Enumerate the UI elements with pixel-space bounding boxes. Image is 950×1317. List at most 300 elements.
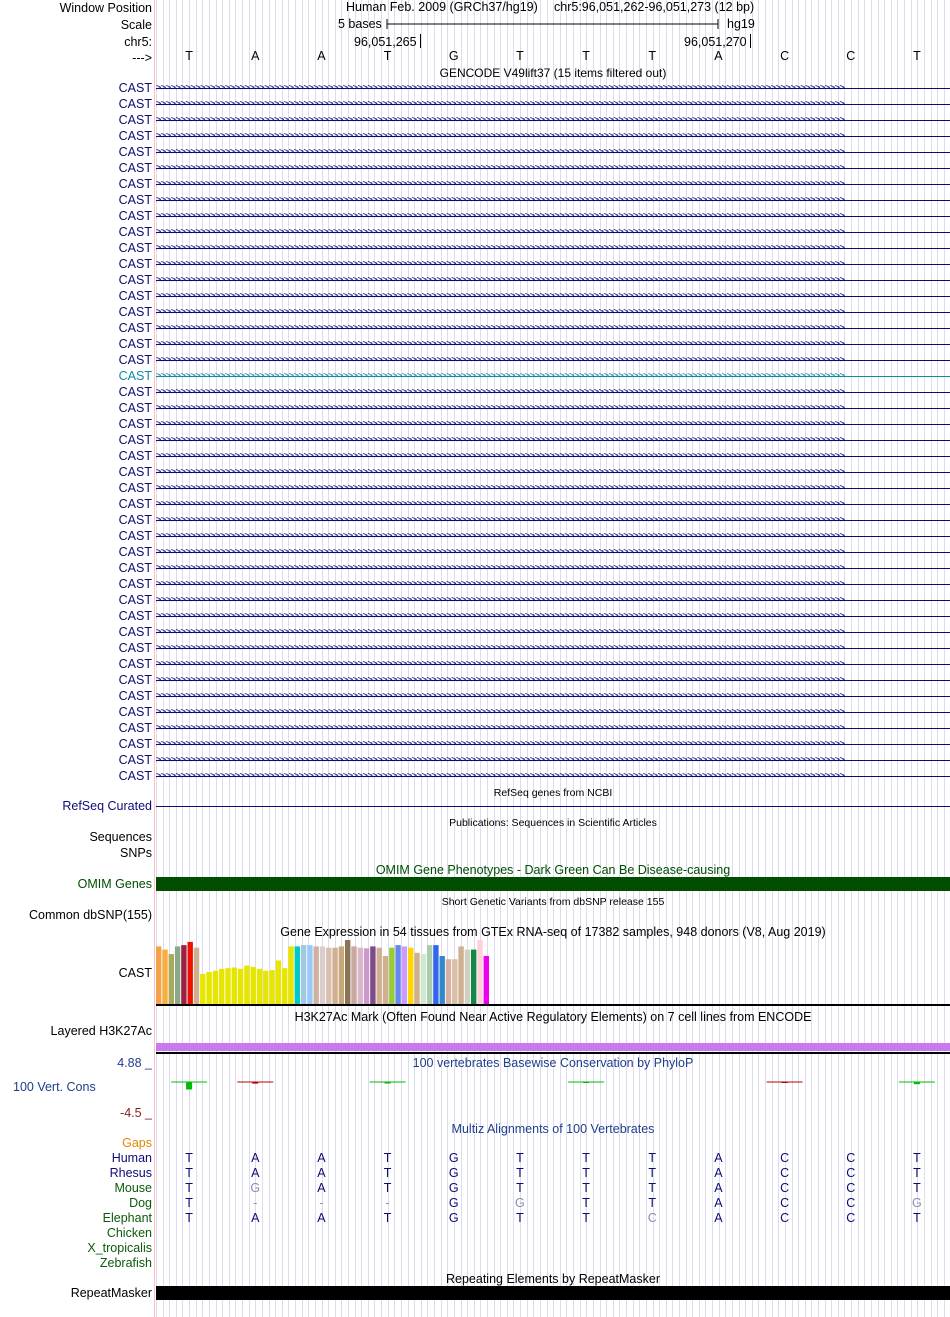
- gtex-tissue-bar[interactable]: [276, 960, 281, 1004]
- gencode-item-feature[interactable]: [156, 625, 950, 639]
- multiz-aligned-base: T: [913, 1181, 921, 1195]
- gencode-item-feature[interactable]: [156, 241, 950, 255]
- multiz-aligned-base: T: [185, 1151, 193, 1165]
- gtex-tissue-bar[interactable]: [282, 968, 287, 1004]
- h3k27ac-baseline: [156, 1052, 950, 1054]
- multiz-aligned-base: C: [780, 1166, 790, 1180]
- multiz-aligned-base: T: [185, 1181, 193, 1195]
- gtex-track-title[interactable]: Gene Expression in 54 tissues from GTEx RNA-seq of 17382 samples, 948 donors (V8, Aug 2019): [280, 925, 826, 939]
- gencode-track-title[interactable]: [156, 66, 950, 80]
- gencode-item-feature[interactable]: [156, 513, 950, 527]
- multiz-species-label[interactable]: Rhesus: [109, 1166, 152, 1180]
- gencode-item-label[interactable]: CAST: [118, 401, 152, 415]
- gencode-item-label[interactable]: CAST: [118, 481, 152, 495]
- multiz-aligned-base: C: [647, 1211, 657, 1225]
- strand-arrows: >>>>>>>>>>>>>>>>>>>>>>>>>>>>>>>>>>>>>>>>>>>>>>>>>>>>>>>>>>>>>>>>>>>>>>>>>>>>>>>>>>>>>>>>>>>>>>>>>>>>>>>>>>>>>>>>>>>>>>>>>>>>>>>>>>>>>>>>>>>>: [156, 115, 845, 125]
- multiz-aligned-base: C: [780, 1151, 790, 1165]
- strand-arrows: >>>>>>>>>>>>>>>>>>>>>>>>>>>>>>>>>>>>>>>>>>>>>>>>>>>>>>>>>>>>>>>>>>>>>>>>>>>>>>>>>>>>>>>>>>>>>>>>>>>>>>>>>>>>>>>>>>>>>>>>>>>>>>>>>>>>>>>>>>>>: [156, 131, 845, 141]
- gtex-tissue-bar[interactable]: [263, 971, 268, 1004]
- gtex-tissue-bar[interactable]: [188, 942, 193, 1004]
- gencode-item-feature[interactable]: [156, 401, 950, 415]
- h3k27ac-track-title[interactable]: H3K27Ac Mark (Often Found Near Active Regulatory Elements) on 7 cell lines from ENCODE: [294, 1010, 812, 1024]
- multiz-aligned-base: T: [185, 1211, 193, 1225]
- gencode-item-label[interactable]: CAST: [118, 449, 152, 463]
- strand-arrows: >>>>>>>>>>>>>>>>>>>>>>>>>>>>>>>>>>>>>>>>>>>>>>>>>>>>>>>>>>>>>>>>>>>>>>>>>>>>>>>>>>>>>>>>>>>>>>>>>>>>>>>>>>>>>>>>>>>>>>>>>>>>>>>>>>>>>>>>>>>>: [156, 723, 845, 733]
- gtex-tissue-bar[interactable]: [452, 959, 457, 1004]
- strand-arrows: >>>>>>>>>>>>>>>>>>>>>>>>>>>>>>>>>>>>>>>>>>>>>>>>>>>>>>>>>>>>>>>>>>>>>>>>>>>>>>>>>>>>>>>>>>>>>>>>>>>>>>>>>>>>>>>>>>>>>>>>>>>>>>>>>>>>>>>>>>>>: [156, 739, 845, 749]
- multiz-aligned-base: T: [582, 1196, 590, 1210]
- multiz-aligned-base: A: [317, 1166, 326, 1180]
- gencode-item-label[interactable]: CAST: [118, 561, 152, 575]
- gtex-tissue-bar[interactable]: [339, 946, 344, 1004]
- strand-arrows: >>>>>>>>>>>>>>>>>>>>>>>>>>>>>>>>>>>>>>>>>>>>>>>>>>>>>>>>>>>>>>>>>>>>>>>>>>>>>>>>>>>>>>>>>>>>>>>>>>>>>>>>>>>>>>>>>>>>>>>>>>>>>>>>>>>>>>>>>>>>: [156, 163, 845, 173]
- gencode-item-label[interactable]: CAST: [118, 433, 152, 447]
- multiz-aligned-base: C: [780, 1196, 790, 1210]
- gtex-tissue-bar[interactable]: [332, 948, 337, 1004]
- gtex-tissue-bar[interactable]: [169, 954, 174, 1004]
- multiz-species-label[interactable]: Elephant: [102, 1211, 152, 1225]
- gtex-tissue-bar[interactable]: [213, 971, 218, 1004]
- phylop-score-bar[interactable]: [186, 1082, 192, 1090]
- multiz-aligned-base: T: [582, 1151, 590, 1165]
- multiz-aligned-base: T: [185, 1166, 193, 1180]
- multiz-aligned-base: C: [846, 1151, 856, 1165]
- gtex-tissue-bar[interactable]: [251, 967, 256, 1004]
- strand-arrows: >>>>>>>>>>>>>>>>>>>>>>>>>>>>>>>>>>>>>>>>>>>>>>>>>>>>>>>>>>>>>>>>>>>>>>>>>>>>>>>>>>>>>>>>>>>>>>>>>>>>>>>>>>>>>>>>>>>>>>>>>>>>>>>>>>>>>>>>>>>>: [156, 515, 845, 525]
- chrom-label: chr5:: [124, 35, 152, 49]
- strand-arrows: >>>>>>>>>>>>>>>>>>>>>>>>>>>>>>>>>>>>>>>>>>>>>>>>>>>>>>>>>>>>>>>>>>>>>>>>>>>>>>>>>>>>>>>>>>>>>>>>>>>>>>>>>>>>>>>>>>>>>>>>>>>>>>>>>>>>>>>>>>>>: [156, 707, 845, 717]
- gencode-item-feature[interactable]: [156, 257, 950, 271]
- gencode-item-label[interactable]: CAST: [118, 257, 152, 271]
- gencode-item-feature[interactable]: [156, 673, 950, 687]
- dbsnp-label[interactable]: Common dbSNP(155): [29, 908, 152, 922]
- sequence-base: T: [913, 49, 921, 63]
- gencode-item-label[interactable]: CAST: [118, 225, 152, 239]
- gencode-item-label[interactable]: CAST: [118, 593, 152, 607]
- strand-arrows: >>>>>>>>>>>>>>>>>>>>>>>>>>>>>>>>>>>>>>>>>>>>>>>>>>>>>>>>>>>>>>>>>>>>>>>>>>>>>>>>>>>>>>>>>>>>>>>>>>>>>>>>>>>>>>>>>>>>>>>>>>>>>>>>>>>>>>>>>>>>: [156, 275, 845, 285]
- strand-arrows: >>>>>>>>>>>>>>>>>>>>>>>>>>>>>>>>>>>>>>>>>>>>>>>>>>>>>>>>>>>>>>>>>>>>>>>>>>>>>>>>>>>>>>>>>>>>>>>>>>>>>>>>>>>>>>>>>>>>>>>>>>>>>>>>>>>>>>>>>>>>: [156, 291, 845, 301]
- gencode-item-label[interactable]: CAST: [118, 625, 152, 639]
- gtex-tissue-bar[interactable]: [181, 945, 186, 1004]
- gtex-tissue-bar[interactable]: [200, 974, 205, 1004]
- strand-arrows: >>>>>>>>>>>>>>>>>>>>>>>>>>>>>>>>>>>>>>>>>>>>>>>>>>>>>>>>>>>>>>>>>>>>>>>>>>>>>>>>>>>>>>>>>>>>>>>>>>>>>>>>>>>>>>>>>>>>>>>>>>>>>>>>>>>>>>>>>>>>: [156, 323, 845, 333]
- multiz-aligned-base: T: [913, 1166, 921, 1180]
- gencode-item-feature[interactable]: [156, 529, 950, 543]
- phylop-score-bar[interactable]: [385, 1082, 391, 1084]
- refseq-line[interactable]: [156, 806, 950, 807]
- strand-arrows: >>>>>>>>>>>>>>>>>>>>>>>>>>>>>>>>>>>>>>>>>>>>>>>>>>>>>>>>>>>>>>>>>>>>>>>>>>>>>>>>>>>>>>>>>>>>>>>>>>>>>>>>>>>>>>>>>>>>>>>>>>>>>>>>>>>>>>>>>>>>: [156, 755, 845, 765]
- gencode-item-feature[interactable]: [156, 497, 950, 511]
- strand-arrows: >>>>>>>>>>>>>>>>>>>>>>>>>>>>>>>>>>>>>>>>>>>>>>>>>>>>>>>>>>>>>>>>>>>>>>>>>>>>>>>>>>>>>>>>>>>>>>>>>>>>>>>>>>>>>>>>>>>>>>>>>>>>>>>>>>>>>>>>>>>>: [156, 675, 845, 685]
- multiz-species-label[interactable]: Zebrafish: [99, 1256, 152, 1270]
- assembly-title: Human Feb. 2009 (GRCh37/hg19): [346, 0, 538, 14]
- gtex-tissue-bar[interactable]: [314, 946, 319, 1004]
- gencode-item-label[interactable]: CAST: [118, 385, 152, 399]
- multiz-aligned-base: T: [383, 1181, 392, 1195]
- sequence-base: T: [185, 49, 193, 63]
- strand-arrows: >>>>>>>>>>>>>>>>>>>>>>>>>>>>>>>>>>>>>>>>>>>>>>>>>>>>>>>>>>>>>>>>>>>>>>>>>>>>>>>>>>>>>>>>>>>>>>>>>>>>>>>>>>>>>>>>>>>>>>>>>>>>>>>>>>>>>>>>>>>>: [156, 211, 845, 221]
- ruler-tick-right: 96,051,270: [684, 35, 747, 49]
- sequence-base: A: [714, 49, 723, 63]
- gtex-tissue-bar[interactable]: [206, 972, 211, 1004]
- multiz-aligned-base: C: [780, 1181, 790, 1195]
- strand-arrows: >>>>>>>>>>>>>>>>>>>>>>>>>>>>>>>>>>>>>>>>>>>>>>>>>>>>>>>>>>>>>>>>>>>>>>>>>>>>>>>>>>>>>>>>>>>>>>>>>>>>>>>>>>>>>>>>>>>>>>>>>>>>>>>>>>>>>>>>>>>>: [156, 563, 845, 573]
- gencode-item-label[interactable]: CAST: [118, 577, 152, 591]
- gencode-item-feature[interactable]: [156, 481, 950, 495]
- sequence-base: G: [448, 49, 459, 63]
- gtex-tissue-bar[interactable]: [295, 946, 300, 1004]
- gtex-tissue-bar[interactable]: [440, 956, 445, 1004]
- phylop-score-bar[interactable]: [583, 1082, 589, 1083]
- gencode-item-label[interactable]: CAST: [118, 97, 152, 111]
- gtex-tissue-bar[interactable]: [225, 968, 230, 1004]
- multiz-aligned-base: -: [319, 1196, 324, 1210]
- gencode-item-label[interactable]: CAST: [118, 273, 152, 287]
- multiz-aligned-base: T: [516, 1166, 524, 1180]
- dbsnp-track-title[interactable]: Short Genetic Variants from dbSNP release 155: [441, 896, 665, 908]
- multiz-aligned-base: T: [383, 1211, 392, 1225]
- gencode-item-feature[interactable]: [156, 289, 950, 303]
- gtex-tissue-bar[interactable]: [377, 948, 382, 1004]
- strand-arrows: >>>>>>>>>>>>>>>>>>>>>>>>>>>>>>>>>>>>>>>>>>>>>>>>>>>>>>>>>>>>>>>>>>>>>>>>>>>>>>>>>>>>>>>>>>>>>>>>>>>>>>>>>>>>>>>>>>>>>>>>>>>>>>>>>>>>>>>>>>>>: [156, 243, 845, 253]
- gtex-tissue-bar[interactable]: [162, 950, 167, 1004]
- gencode-item-feature[interactable]: [156, 753, 950, 767]
- phylop-track-title[interactable]: 100 vertebrates Basewise Conservation by PhyloP: [412, 1056, 694, 1070]
- gencode-item-feature[interactable]: [156, 193, 950, 207]
- gencode-item-feature[interactable]: [156, 545, 950, 559]
- multiz-aligned-base: A: [714, 1181, 723, 1195]
- gtex-tissue-bar[interactable]: [194, 948, 199, 1004]
- gtex-tissue-bar[interactable]: [364, 948, 369, 1004]
- omim-label[interactable]: OMIM Genes: [77, 877, 152, 891]
- gtex-tissue-bar[interactable]: [408, 948, 413, 1004]
- gtex-tissue-bar[interactable]: [244, 966, 249, 1004]
- strand-arrows: >>>>>>>>>>>>>>>>>>>>>>>>>>>>>>>>>>>>>>>>>>>>>>>>>>>>>>>>>>>>>>>>>>>>>>>>>>>>>>>>>>>>>>>>>>>>>>>>>>>>>>>>>>>>>>>>>>>>>>>>>>>>>>>>>>>>>>>>>>>>: [156, 99, 845, 109]
- gencode-item-feature[interactable]: [156, 209, 950, 223]
- gencode-item-feature[interactable]: [156, 321, 950, 335]
- multiz-aligned-base: A: [714, 1151, 723, 1165]
- gtex-tissue-bar[interactable]: [238, 969, 243, 1004]
- strand-arrows: >>>>>>>>>>>>>>>>>>>>>>>>>>>>>>>>>>>>>>>>>>>>>>>>>>>>>>>>>>>>>>>>>>>>>>>>>>>>>>>>>>>>>>>>>>>>>>>>>>>>>>>>>>>>>>>>>>>>>>>>>>>>>>>>>>>>>>>>>>>>: [156, 659, 845, 669]
- gencode-item-feature[interactable]: [156, 705, 950, 719]
- multiz-species-label[interactable]: X_tropicalis: [87, 1241, 152, 1255]
- refseq-label[interactable]: RefSeq Curated: [62, 799, 152, 813]
- strand-arrows: >>>>>>>>>>>>>>>>>>>>>>>>>>>>>>>>>>>>>>>>>>>>>>>>>>>>>>>>>>>>>>>>>>>>>>>>>>>>>>>>>>>>>>>>>>>>>>>>>>>>>>>>>>>>>>>>>>>>>>>>>>>>>>>>>>>>>>>>>>>>: [156, 451, 845, 461]
- phylop-graph[interactable]: [156, 1070, 950, 1116]
- multiz-aligned-base: A: [714, 1211, 723, 1225]
- gtex-tissue-bar[interactable]: [175, 946, 180, 1004]
- multiz-aligned-base: C: [846, 1196, 856, 1210]
- gencode-item-feature[interactable]: [156, 97, 950, 111]
- multiz-species-label[interactable]: Mouse: [114, 1181, 152, 1195]
- multiz-aligned-base: G: [448, 1196, 459, 1210]
- gtex-tissue-bar[interactable]: [395, 945, 400, 1004]
- scale-label: Scale: [120, 18, 152, 32]
- sequence-base: C: [846, 49, 856, 63]
- gencode-item-label[interactable]: CAST: [118, 177, 152, 191]
- gtex-tissue-bar[interactable]: [484, 956, 489, 1004]
- gencode-item-label[interactable]: CAST: [118, 497, 152, 511]
- multiz-aligned-base: G: [448, 1181, 459, 1195]
- omim-feature-bar[interactable]: [156, 877, 950, 891]
- publications-track-title[interactable]: Publications: Sequences in Scientific Articles: [449, 817, 657, 829]
- gtex-tissue-bar[interactable]: [370, 946, 375, 1004]
- window-position-label: Window Position: [59, 1, 152, 15]
- strand-arrows: >>>>>>>>>>>>>>>>>>>>>>>>>>>>>>>>>>>>>>>>>>>>>>>>>>>>>>>>>>>>>>>>>>>>>>>>>>>>>>>>>>>>>>>>>>>>>>>>>>>>>>>>>>>>>>>>>>>>>>>>>>>>>>>>>>>>>>>>>>>>: [156, 643, 845, 653]
- gtex-tissue-bar[interactable]: [358, 948, 363, 1004]
- multiz-aligned-base: C: [846, 1211, 856, 1225]
- phylop-min-label: -4.5 _: [120, 1106, 152, 1120]
- gencode-item-feature[interactable]: [156, 273, 950, 287]
- multiz-species-label[interactable]: Chicken: [106, 1226, 152, 1240]
- refseq-track-title[interactable]: RefSeq genes from NCBI: [493, 787, 613, 799]
- h3k27ac-label[interactable]: Layered H3K27Ac: [50, 1024, 152, 1038]
- gencode-item-feature[interactable]: [156, 449, 950, 463]
- ruler-tick-left: 96,051,265: [354, 35, 417, 49]
- publications-label-line1[interactable]: Sequences: [89, 830, 152, 844]
- gencode-item-label[interactable]: CAST: [118, 513, 152, 527]
- strand-arrows: >>>>>>>>>>>>>>>>>>>>>>>>>>>>>>>>>>>>>>>>>>>>>>>>>>>>>>>>>>>>>>>>>>>>>>>>>>>>>>>>>>>>>>>>>>>>>>>>>>>>>>>>>>>>>>>>>>>>>>>>>>>>>>>>>>>>>>>>>>>>: [156, 579, 845, 589]
- ruler-tick-mark-right: [750, 34, 751, 48]
- gencode-item-label[interactable]: CAST: [118, 81, 152, 95]
- strand-arrows: >>>>>>>>>>>>>>>>>>>>>>>>>>>>>>>>>>>>>>>>>>>>>>>>>>>>>>>>>>>>>>>>>>>>>>>>>>>>>>>>>>>>>>>>>>>>>>>>>>>>>>>>>>>>>>>>>>>>>>>>>>>>>>>>>>>>>>>>>>>>: [156, 147, 845, 157]
- gencode-item-feature[interactable]: [156, 689, 950, 703]
- strand-arrows: >>>>>>>>>>>>>>>>>>>>>>>>>>>>>>>>>>>>>>>>>>>>>>>>>>>>>>>>>>>>>>>>>>>>>>>>>>>>>>>>>>>>>>>>>>>>>>>>>>>>>>>>>>>>>>>>>>>>>>>>>>>>>>>>>>>>>>>>>>>>: [156, 435, 845, 445]
- strand-arrows: >>>>>>>>>>>>>>>>>>>>>>>>>>>>>>>>>>>>>>>>>>>>>>>>>>>>>>>>>>>>>>>>>>>>>>>>>>>>>>>>>>>>>>>>>>>>>>>>>>>>>>>>>>>>>>>>>>>>>>>>>>>>>>>>>>>>>>>>>>>>: [156, 531, 845, 541]
- h3k27ac-signal-bar[interactable]: [156, 1043, 950, 1051]
- gtex-tissue-bar[interactable]: [465, 950, 470, 1004]
- multiz-aligned-base: -: [253, 1196, 258, 1210]
- gtex-tissue-bar[interactable]: [477, 940, 482, 1004]
- gencode-title-text: GENCODE V49lift37 (15 items filtered out): [439, 66, 667, 80]
- multiz-aligned-base: T: [648, 1151, 657, 1165]
- strand-arrows: >>>>>>>>>>>>>>>>>>>>>>>>>>>>>>>>>>>>>>>>>>>>>>>>>>>>>>>>>>>>>>>>>>>>>>>>>>>>>>>>>>>>>>>>>>>>>>>>>>>>>>>>>>>>>>>>>>>>>>>>>>>>>>>>>>>>>>>>>>>>: [156, 179, 845, 189]
- gencode-item-feature[interactable]: [156, 593, 950, 607]
- publications-label-line2[interactable]: SNPs: [120, 846, 152, 860]
- gencode-item-feature[interactable]: [156, 129, 950, 143]
- gencode-item-label[interactable]: CAST: [118, 321, 152, 335]
- gencode-item-label[interactable]: CAST: [118, 641, 152, 655]
- gencode-item-feature[interactable]: [156, 353, 950, 367]
- gtex-tissue-bar[interactable]: [427, 945, 432, 1004]
- multiz-aligned-base: A: [317, 1211, 326, 1225]
- multiz-aligned-base: A: [317, 1151, 326, 1165]
- gencode-item-label[interactable]: CAST: [118, 353, 152, 367]
- multiz-aligned-base: T: [582, 1181, 590, 1195]
- gencode-item-label[interactable]: CAST: [118, 305, 152, 319]
- multiz-species-label[interactable]: Dog: [129, 1196, 152, 1210]
- omim-track-title[interactable]: OMIM Gene Phenotypes - Dark Green Can Be Disease-causing: [375, 863, 731, 877]
- multiz-aligned-base: A: [317, 1181, 326, 1195]
- gencode-item-label[interactable]: CAST: [118, 161, 152, 175]
- gtex-tissue-bar[interactable]: [156, 946, 161, 1004]
- gencode-item-feature[interactable]: [156, 385, 950, 399]
- gencode-item-feature[interactable]: [156, 577, 950, 591]
- multiz-aligned-base: C: [780, 1211, 790, 1225]
- strand-arrows: >>>>>>>>>>>>>>>>>>>>>>>>>>>>>>>>>>>>>>>>>>>>>>>>>>>>>>>>>>>>>>>>>>>>>>>>>>>>>>>>>>>>>>>>>>>>>>>>>>>>>>>>>>>>>>>>>>>>>>>>>>>>>>>>>>>>>>>>>>>>: [156, 403, 845, 413]
- gencode-item-feature[interactable]: [156, 433, 950, 447]
- multiz-aligned-base: T: [582, 1166, 590, 1180]
- gencode-item-feature[interactable]: [156, 161, 950, 175]
- multiz-aligned-base: T: [648, 1196, 657, 1210]
- multiz-aligned-base: T: [516, 1181, 524, 1195]
- sequence-base: T: [516, 49, 524, 63]
- gtex-tissue-bar[interactable]: [301, 945, 306, 1004]
- gencode-item-feature[interactable]: [156, 225, 950, 239]
- gencode-item-feature[interactable]: [156, 417, 950, 431]
- gencode-item-label[interactable]: CAST: [118, 689, 152, 703]
- phylop-max-label: 4.88 _: [117, 1056, 152, 1070]
- multiz-aligned-base: -: [385, 1196, 390, 1210]
- gencode-item-label[interactable]: CAST: [118, 721, 152, 735]
- multiz-aligned-base: G: [448, 1166, 459, 1180]
- position-range[interactable]: chr5:96,051,262-96,051,273 (12 bp): [554, 0, 755, 14]
- gencode-item-label[interactable]: CAST: [118, 145, 152, 159]
- strand-arrows: >>>>>>>>>>>>>>>>>>>>>>>>>>>>>>>>>>>>>>>>>>>>>>>>>>>>>>>>>>>>>>>>>>>>>>>>>>>>>>>>>>>>>>>>>>>>>>>>>>>>>>>>>>>>>>>>>>>>>>>>>>>>>>>>>>>>>>>>>>>>: [156, 483, 845, 493]
- gtex-tissue-bar[interactable]: [389, 948, 394, 1004]
- gencode-item-label[interactable]: CAST: [118, 529, 152, 543]
- gencode-item-label[interactable]: CAST: [118, 609, 152, 623]
- repeatmasker-label[interactable]: RepeatMasker: [70, 1286, 152, 1300]
- gtex-tissue-bar[interactable]: [471, 950, 476, 1004]
- strand-arrows: >>>>>>>>>>>>>>>>>>>>>>>>>>>>>>>>>>>>>>>>>>>>>>>>>>>>>>>>>>>>>>>>>>>>>>>>>>>>>>>>>>>>>>>>>>>>>>>>>>>>>>>>>>>>>>>>>>>>>>>>>>>>>>>>>>>>>>>>>>>>: [156, 339, 845, 349]
- multiz-aligned-base: G: [515, 1196, 525, 1210]
- gtex-tissue-bar[interactable]: [421, 954, 426, 1004]
- multiz-aligned-base: C: [846, 1166, 856, 1180]
- gencode-item-label[interactable]: CAST: [118, 705, 152, 719]
- multiz-aligned-base: T: [383, 1151, 392, 1165]
- gtex-tissue-bar[interactable]: [257, 969, 262, 1004]
- sequence-base: A: [251, 49, 260, 63]
- gencode-item-label[interactable]: CAST: [118, 241, 152, 255]
- gencode-item-feature[interactable]: [156, 177, 950, 191]
- gencode-item-feature[interactable]: [156, 305, 950, 319]
- phylop-score-bar[interactable]: [914, 1082, 920, 1084]
- strand-arrows: >>>>>>>>>>>>>>>>>>>>>>>>>>>>>>>>>>>>>>>>>>>>>>>>>>>>>>>>>>>>>>>>>>>>>>>>>>>>>>>>>>>>>>>>>>>>>>>>>>>>>>>>>>>>>>>>>>>>>>>>>>>>>>>>>>>>>>>>>>>>: [156, 227, 845, 237]
- strand-arrows: >>>>>>>>>>>>>>>>>>>>>>>>>>>>>>>>>>>>>>>>>>>>>>>>>>>>>>>>>>>>>>>>>>>>>>>>>>>>>>>>>>>>>>>>>>>>>>>>>>>>>>>>>>>>>>>>>>>>>>>>>>>>>>>>>>>>>>>>>>>>: [156, 83, 845, 93]
- gencode-item-feature[interactable]: [156, 641, 950, 655]
- phylop-score-bar[interactable]: [252, 1082, 258, 1084]
- sequence-base: T: [648, 49, 657, 63]
- gencode-item-label[interactable]: CAST: [118, 737, 152, 751]
- gtex-tissue-bar[interactable]: [433, 945, 438, 1004]
- strand-arrows: >>>>>>>>>>>>>>>>>>>>>>>>>>>>>>>>>>>>>>>>>>>>>>>>>>>>>>>>>>>>>>>>>>>>>>>>>>>>>>>>>>>>>>>>>>>>>>>>>>>>>>>>>>>>>>>>>>>>>>>>>>>>>>>>>>>>>>>>>>>>: [156, 371, 845, 381]
- gencode-item-label[interactable]: CAST: [118, 545, 152, 559]
- gencode-item-label[interactable]: CAST: [118, 465, 152, 479]
- gtex-bar-chart[interactable]: [156, 940, 950, 1006]
- gencode-item-feature[interactable]: [156, 561, 950, 575]
- gencode-item-label[interactable]: CAST: [118, 753, 152, 767]
- gencode-item-feature[interactable]: [156, 465, 950, 479]
- multiz-aligned-base: G: [448, 1211, 459, 1225]
- scale-bases-text: 5 bases: [338, 17, 382, 31]
- multiz-aligned-base: T: [648, 1166, 657, 1180]
- strand-arrows: >>>>>>>>>>>>>>>>>>>>>>>>>>>>>>>>>>>>>>>>>>>>>>>>>>>>>>>>>>>>>>>>>>>>>>>>>>>>>>>>>>>>>>>>>>>>>>>>>>>>>>>>>>>>>>>>>>>>>>>>>>>>>>>>>>>>>>>>>>>>: [156, 691, 845, 701]
- sequence-base: T: [383, 49, 392, 63]
- multiz-aligned-base: T: [913, 1151, 921, 1165]
- gtex-tissue-bar[interactable]: [345, 940, 350, 1004]
- gtex-tissue-bar[interactable]: [219, 969, 224, 1004]
- scale-db-label: hg19: [727, 17, 755, 31]
- gencode-item-label[interactable]: CAST: [118, 337, 152, 351]
- gtex-tissue-bar[interactable]: [288, 946, 293, 1004]
- phylop-score-bar[interactable]: [782, 1082, 788, 1083]
- strand-arrows: >>>>>>>>>>>>>>>>>>>>>>>>>>>>>>>>>>>>>>>>>>>>>>>>>>>>>>>>>>>>>>>>>>>>>>>>>>>>>>>>>>>>>>>>>>>>>>>>>>>>>>>>>>>>>>>>>>>>>>>>>>>>>>>>>>>>>>>>>>>>: [156, 771, 845, 781]
- gencode-item-feature[interactable]: [156, 145, 950, 159]
- sequence-base: C: [780, 49, 790, 63]
- multiz-track-title[interactable]: Multiz Alignments of 100 Vertebrates: [451, 1122, 655, 1136]
- gencode-item-feature[interactable]: [156, 113, 950, 127]
- gencode-item-label[interactable]: CAST: [118, 673, 152, 687]
- strand-arrows: >>>>>>>>>>>>>>>>>>>>>>>>>>>>>>>>>>>>>>>>>>>>>>>>>>>>>>>>>>>>>>>>>>>>>>>>>>>>>>>>>>>>>>>>>>>>>>>>>>>>>>>>>>>>>>>>>>>>>>>>>>>>>>>>>>>>>>>>>>>>: [156, 419, 845, 429]
- phylop-label[interactable]: 100 Vert. Cons: [13, 1080, 96, 1094]
- gencode-item-label[interactable]: CAST: [118, 657, 152, 671]
- gtex-tissue-bar[interactable]: [269, 970, 274, 1004]
- multiz-aligned-base: A: [714, 1166, 723, 1180]
- multiz-species-label[interactable]: Human: [111, 1151, 152, 1165]
- gencode-item-feature[interactable]: [156, 657, 950, 671]
- repeatmasker-feature-bar[interactable]: [156, 1286, 950, 1300]
- strand-arrows: >>>>>>>>>>>>>>>>>>>>>>>>>>>>>>>>>>>>>>>>>>>>>>>>>>>>>>>>>>>>>>>>>>>>>>>>>>>>>>>>>>>>>>>>>>>>>>>>>>>>>>>>>>>>>>>>>>>>>>>>>>>>>>>>>>>>>>>>>>>>: [156, 595, 845, 605]
- multiz-aligned-base: T: [516, 1151, 524, 1165]
- gencode-item-feature[interactable]: [156, 81, 950, 95]
- gtex-tissue-bar[interactable]: [351, 946, 356, 1004]
- strand-label: --->: [132, 51, 152, 65]
- sequence-base: T: [582, 49, 590, 63]
- gencode-item-label[interactable]: CAST: [118, 129, 152, 143]
- scale-bar: [386, 18, 720, 30]
- gtex-tissue-bar[interactable]: [320, 946, 325, 1004]
- gencode-item-label[interactable]: CAST: [118, 113, 152, 127]
- strand-arrows: >>>>>>>>>>>>>>>>>>>>>>>>>>>>>>>>>>>>>>>>>>>>>>>>>>>>>>>>>>>>>>>>>>>>>>>>>>>>>>>>>>>>>>>>>>>>>>>>>>>>>>>>>>>>>>>>>>>>>>>>>>>>>>>>>>>>>>>>>>>>: [156, 467, 845, 477]
- multiz-aligned-base: T: [648, 1181, 657, 1195]
- gencode-item-feature[interactable]: [156, 337, 950, 351]
- gtex-tissue-bar[interactable]: [458, 946, 463, 1004]
- strand-arrows: >>>>>>>>>>>>>>>>>>>>>>>>>>>>>>>>>>>>>>>>>>>>>>>>>>>>>>>>>>>>>>>>>>>>>>>>>>>>>>>>>>>>>>>>>>>>>>>>>>>>>>>>>>>>>>>>>>>>>>>>>>>>>>>>>>>>>>>>>>>>: [156, 307, 845, 317]
- gtex-tissue-bar[interactable]: [326, 948, 331, 1004]
- multiz-aligned-base: G: [912, 1196, 922, 1210]
- ruler-tick-mark-left: [420, 34, 421, 48]
- gencode-item-feature[interactable]: [156, 609, 950, 623]
- strand-arrows: >>>>>>>>>>>>>>>>>>>>>>>>>>>>>>>>>>>>>>>>>>>>>>>>>>>>>>>>>>>>>>>>>>>>>>>>>>>>>>>>>>>>>>>>>>>>>>>>>>>>>>>>>>>>>>>>>>>>>>>>>>>>>>>>>>>>>>>>>>>>: [156, 387, 845, 397]
- gencode-item-label[interactable]: CAST: [118, 369, 152, 383]
- gtex-label[interactable]: CAST: [118, 966, 152, 980]
- strand-arrows: >>>>>>>>>>>>>>>>>>>>>>>>>>>>>>>>>>>>>>>>>>>>>>>>>>>>>>>>>>>>>>>>>>>>>>>>>>>>>>>>>>>>>>>>>>>>>>>>>>>>>>>>>>>>>>>>>>>>>>>>>>>>>>>>>>>>>>>>>>>>: [156, 195, 845, 205]
- repeatmasker-track-title[interactable]: Repeating Elements by RepeatMasker: [445, 1272, 660, 1286]
- gencode-item-feature[interactable]: [156, 369, 950, 383]
- gencode-item-label[interactable]: CAST: [118, 417, 152, 431]
- multiz-aligned-base: T: [185, 1196, 193, 1210]
- multiz-aligned-base: A: [251, 1211, 260, 1225]
- gtex-tissue-bar[interactable]: [383, 956, 388, 1004]
- gencode-item-label[interactable]: CAST: [118, 769, 152, 783]
- multiz-aligned-base: A: [714, 1196, 723, 1210]
- gtex-tissue-bar[interactable]: [232, 968, 237, 1004]
- multiz-aligned-base: T: [383, 1166, 392, 1180]
- gencode-item-feature[interactable]: [156, 737, 950, 751]
- sequence-base: A: [317, 49, 326, 63]
- gtex-tissue-bar[interactable]: [446, 959, 451, 1004]
- gencode-item-label[interactable]: CAST: [118, 289, 152, 303]
- gencode-item-feature[interactable]: [156, 721, 950, 735]
- gtex-tissue-bar[interactable]: [402, 946, 407, 1004]
- gencode-item-label[interactable]: CAST: [118, 193, 152, 207]
- multiz-aligned-base: A: [251, 1166, 260, 1180]
- gencode-item-label[interactable]: CAST: [118, 209, 152, 223]
- gtex-tissue-bar[interactable]: [307, 945, 312, 1004]
- gencode-item-feature[interactable]: [156, 769, 950, 783]
- gtex-tissue-bar[interactable]: [414, 953, 419, 1004]
